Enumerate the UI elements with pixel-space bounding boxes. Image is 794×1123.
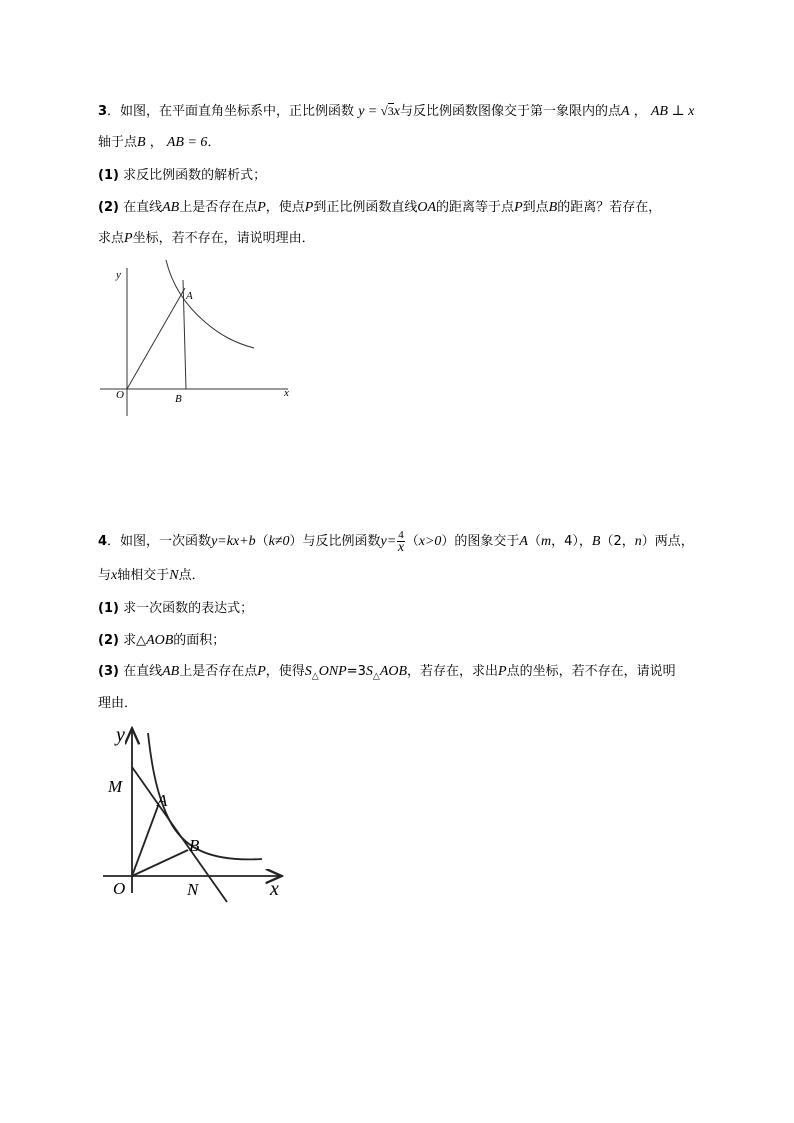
q3-sub1: (1) 求反比例函数的解析式； xyxy=(98,168,267,183)
q3-number: 3 xyxy=(98,104,108,119)
q4-sub1: (1) 求一次函数的表达式； xyxy=(98,601,254,616)
q4-label-B: B xyxy=(189,836,200,855)
fraction-4-over-x: $\frac{4}{x}$ xyxy=(397,529,405,555)
sqrt-3: √3 xyxy=(380,103,394,118)
q4-label-A: A xyxy=(157,791,168,810)
q4-sub3-cont: 理由． xyxy=(98,696,138,711)
q3-label-y: y xyxy=(116,269,121,281)
q4-line1: 4．如图，一次函数y=kx+b（k≠0）与反比例函数y= $\frac{4}{x}$ （x>0）的图象交于A（m，4），B（2，n）两点， xyxy=(98,529,694,555)
q4-label-x: x xyxy=(270,878,279,900)
q4-label-M: M xyxy=(108,777,123,796)
q3-label-x: x xyxy=(284,387,289,399)
q4-label-y: y xyxy=(116,724,125,746)
q4-sub2: (2) 求△AOB的面积； xyxy=(98,633,226,648)
q4-number: 4 xyxy=(98,534,108,549)
q4-sub3: (3) 在直线AB上是否存在点P，使得$S_\triangle ONP=3S_\triangle AOB$，若存在，求出P点的坐标，若不存在，请说明 xyxy=(98,664,676,682)
q4-line2: 与x轴相交于N点． xyxy=(98,568,205,583)
q3-sub2-cont: 求点P坐标，若不存在，请说明理由． xyxy=(98,231,315,246)
q3-label-O: O xyxy=(116,389,124,401)
q3-line2: 轴于点B ， AB = 6． xyxy=(98,135,221,150)
q3-line1: 3．如图，在平面直角坐标系中，正比例函数 y = √3x与反比例函数图像交于第一象限内的点A ， AB ⊥ x xyxy=(98,103,695,119)
q3-label-A: A xyxy=(186,290,193,302)
q3-sub2: (2) 在直线AB上是否存在点P，使点P到正比例函数直线OA的距离等于点P到点B的距离？若存在， xyxy=(98,200,662,215)
q4-label-O: O xyxy=(113,879,126,898)
q3-label-B: B xyxy=(175,393,182,405)
q4-label-N: N xyxy=(187,880,199,899)
